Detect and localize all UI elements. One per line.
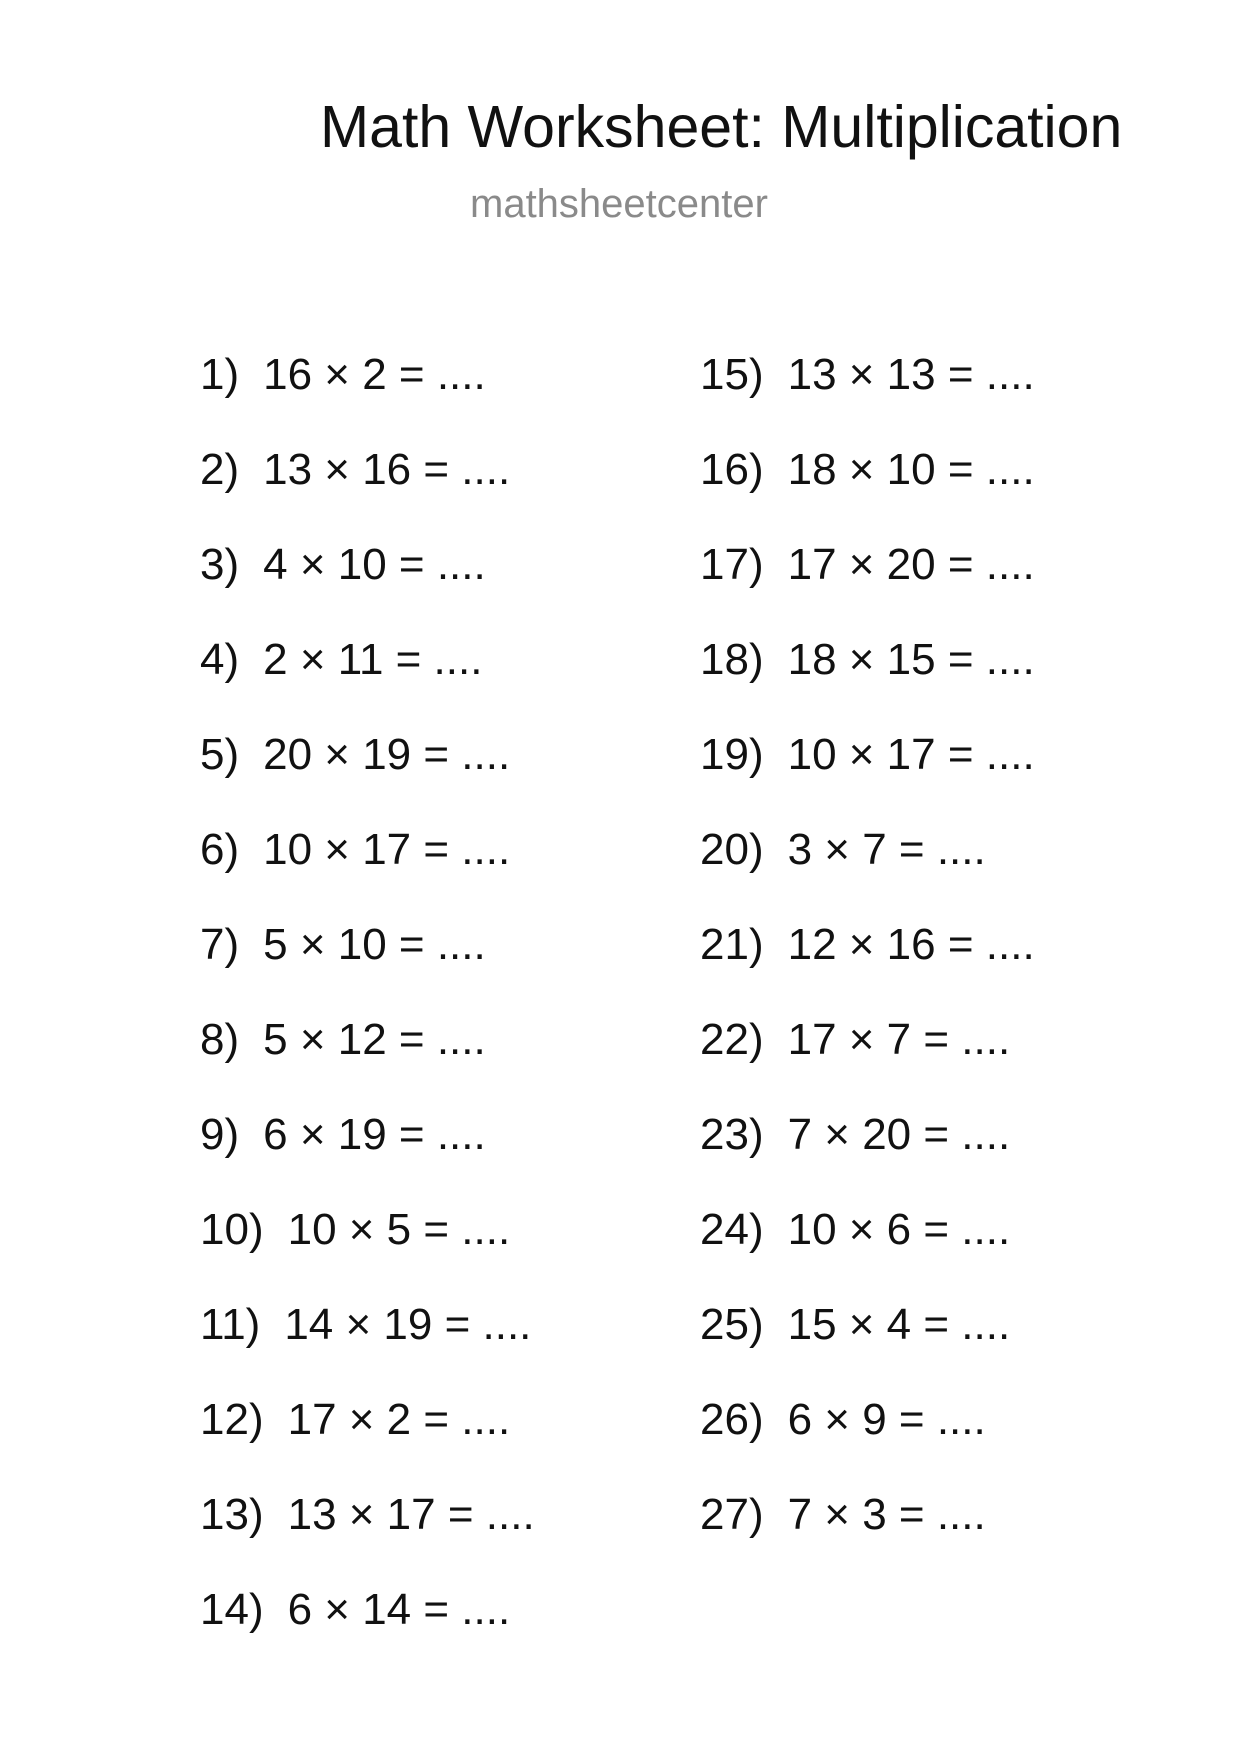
problem-expression: 2 × 11 = .... xyxy=(263,635,483,684)
problem-number: 5) xyxy=(200,730,240,779)
problem-expression: 15 × 4 = .... xyxy=(787,1300,1011,1349)
problem-number: 11) xyxy=(200,1300,261,1349)
problem-item xyxy=(200,1300,535,1395)
problem-item xyxy=(200,1015,535,1110)
problem-number: 2) xyxy=(200,445,240,494)
problem-item xyxy=(700,730,1035,825)
problem-item xyxy=(200,1110,535,1205)
problem-number: 27) xyxy=(700,1490,764,1539)
problem-number: 15) xyxy=(700,350,764,399)
problem-item xyxy=(200,1490,535,1585)
problem-number: 19) xyxy=(700,730,764,779)
problem-number: 17) xyxy=(700,540,764,589)
problem-number: 21) xyxy=(700,920,764,969)
problem-expression: 13 × 17 = .... xyxy=(287,1490,535,1539)
problem-item xyxy=(200,825,535,920)
problem-number: 4) xyxy=(200,635,240,684)
problem-expression: 17 × 7 = .... xyxy=(787,1015,1011,1064)
problem-item xyxy=(700,825,1035,920)
problem-item xyxy=(200,540,535,635)
problem-item xyxy=(700,920,1035,1015)
problem-number: 13) xyxy=(200,1490,264,1539)
problem-expression: 5 × 12 = .... xyxy=(263,1015,486,1064)
problem-item xyxy=(700,1110,1035,1205)
problem-column-left xyxy=(200,350,535,1680)
problem-item xyxy=(200,1395,535,1490)
problem-expression: 13 × 13 = .... xyxy=(787,350,1035,399)
problem-expression: 10 × 17 = .... xyxy=(787,730,1035,779)
problem-number: 16) xyxy=(700,445,764,494)
problem-item xyxy=(700,1205,1035,1300)
problem-expression: 12 × 16 = .... xyxy=(787,920,1035,969)
worksheet-title: Math Worksheet: Multiplication xyxy=(320,94,1123,160)
problem-expression: 10 × 6 = .... xyxy=(787,1205,1011,1254)
problem-item xyxy=(700,1015,1035,1110)
problem-expression: 7 × 3 = .... xyxy=(787,1490,986,1539)
problem-item xyxy=(700,1490,1035,1585)
problem-number: 22) xyxy=(700,1015,764,1064)
problem-expression: 10 × 5 = .... xyxy=(287,1205,511,1254)
problem-expression: 18 × 15 = .... xyxy=(787,635,1035,684)
problem-expression: 3 × 7 = .... xyxy=(787,825,986,874)
problem-number: 14) xyxy=(200,1585,264,1634)
problem-number: 6) xyxy=(200,825,240,874)
problem-item xyxy=(200,445,535,540)
problem-number: 9) xyxy=(200,1110,240,1159)
problem-expression: 14 × 19 = .... xyxy=(284,1300,532,1349)
problem-item xyxy=(200,920,535,1015)
problem-number: 12) xyxy=(200,1395,264,1444)
problem-expression: 4 × 10 = .... xyxy=(263,540,486,589)
problem-expression: 6 × 14 = .... xyxy=(287,1585,511,1634)
problem-item xyxy=(700,1395,1035,1490)
problem-number: 10) xyxy=(200,1205,264,1254)
problem-number: 23) xyxy=(700,1110,764,1159)
problem-number: 1) xyxy=(200,350,240,399)
problem-expression: 13 × 16 = .... xyxy=(263,445,511,494)
problem-number: 25) xyxy=(700,1300,764,1349)
problem-item xyxy=(700,540,1035,635)
problem-expression: 17 × 20 = .... xyxy=(787,540,1035,589)
problem-item xyxy=(700,1300,1035,1395)
problem-item xyxy=(700,445,1035,540)
worksheet-subtitle: mathsheetcenter xyxy=(470,182,768,226)
problem-number: 18) xyxy=(700,635,764,684)
problem-column-right xyxy=(700,350,1035,1585)
problem-item xyxy=(200,350,535,445)
problem-number: 3) xyxy=(200,540,240,589)
problem-item xyxy=(200,1585,535,1680)
problem-item xyxy=(200,635,535,730)
problem-expression: 5 × 10 = .... xyxy=(263,920,486,969)
problem-expression: 7 × 20 = .... xyxy=(787,1110,1011,1159)
problem-expression: 16 × 2 = .... xyxy=(263,350,486,399)
problem-item xyxy=(700,350,1035,445)
problem-expression: 6 × 19 = .... xyxy=(263,1110,486,1159)
problem-number: 26) xyxy=(700,1395,764,1444)
problem-item xyxy=(200,1205,535,1300)
problem-number: 20) xyxy=(700,825,764,874)
problem-expression: 10 × 17 = .... xyxy=(263,825,511,874)
problem-item xyxy=(700,635,1035,730)
problem-number: 7) xyxy=(200,920,240,969)
problem-expression: 6 × 9 = .... xyxy=(787,1395,986,1444)
problem-expression: 17 × 2 = .... xyxy=(287,1395,511,1444)
problem-item xyxy=(200,730,535,825)
problem-expression: 18 × 10 = .... xyxy=(787,445,1035,494)
problem-number: 8) xyxy=(200,1015,240,1064)
problem-expression: 20 × 19 = .... xyxy=(263,730,511,779)
problem-number: 24) xyxy=(700,1205,764,1254)
